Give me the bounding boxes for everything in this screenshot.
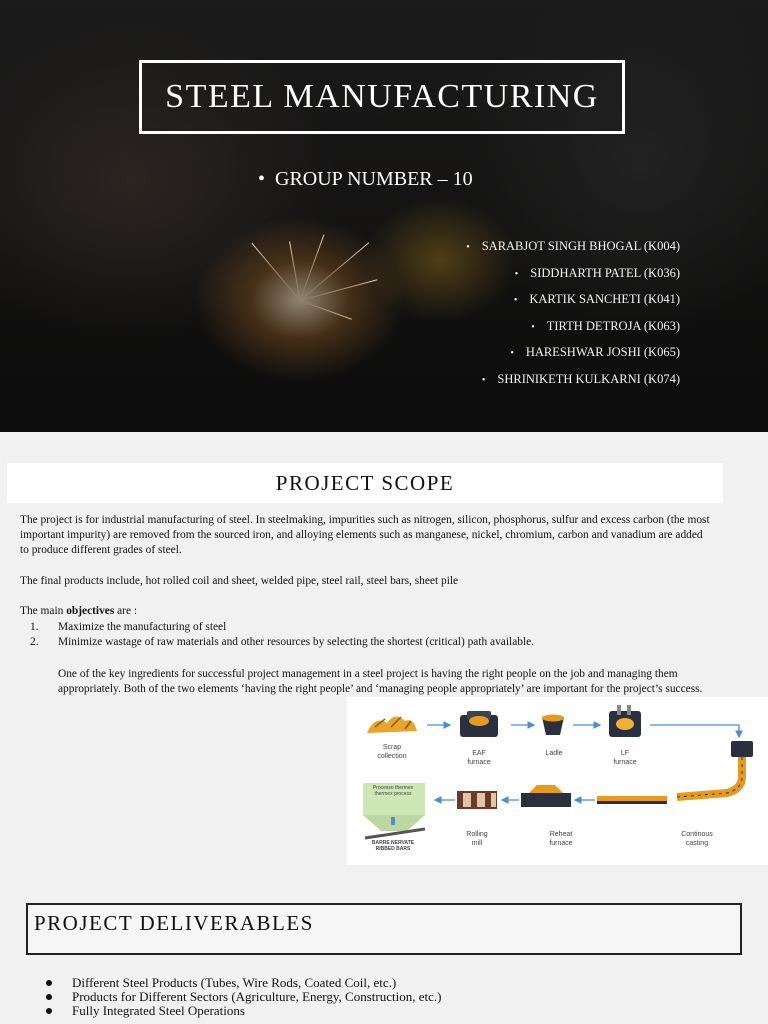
bullet-icon: • (481, 374, 486, 386)
ladle-icon (542, 715, 564, 736)
member-item (466, 340, 680, 367)
objectives-intro (20, 604, 710, 619)
objectives-bold: objectives (66, 605, 115, 617)
group-number (258, 168, 473, 191)
continuous-casting-icon (677, 741, 753, 797)
title-frame (139, 60, 625, 134)
spark-effect (289, 241, 300, 300)
member-list (466, 234, 680, 393)
scrap-label: Scrap (382, 744, 402, 751)
thermex-label: Processo thermex (372, 785, 414, 791)
member-name: KARTIK SANCHETI (K041) (529, 292, 680, 306)
reheat-furnace-icon (521, 785, 571, 807)
list-item (46, 1004, 441, 1018)
member-name: SHRINIKETH KULKARNI (K074) (497, 371, 680, 386)
rolling-mill-icon (457, 791, 497, 809)
thermex-label: thermex process (374, 791, 412, 797)
scope-title: PROJECT SCOPE (275, 470, 455, 495)
bullet-icon: • (513, 295, 518, 306)
scrap-label: collection (377, 753, 407, 760)
group-number-text: GROUP NUMBER – 10 (275, 168, 473, 190)
rolling-label: Rolling (466, 831, 488, 838)
member-item (466, 367, 680, 394)
objectives-prefix: The main (20, 605, 67, 617)
deliverables-header (26, 903, 742, 955)
lf-label: LF (620, 750, 630, 757)
bullet-icon: • (510, 348, 514, 359)
list-item (46, 990, 441, 1004)
member-name: TIRTH DETROJA (K063) (546, 318, 680, 333)
list-item (30, 635, 534, 650)
reheat-label: furnace (549, 840, 573, 847)
eaf-label: EAF (472, 750, 486, 757)
rolling-label: mill (471, 840, 483, 847)
member-name: HARESHWAR JOSHI (K065) (525, 345, 680, 359)
reheat-label: Reheat (549, 831, 573, 838)
eaf-label: furnace (467, 759, 491, 766)
lf-furnace-icon (609, 705, 641, 737)
member-name: SARABJOT SINGH BHOGAL (K004) (481, 239, 680, 253)
ladle-label: Ladle (545, 750, 563, 757)
title-slide (0, 0, 768, 432)
slide-title: STEEL MANUFACTURING (165, 78, 599, 115)
lf-label: furnace (613, 759, 637, 766)
list-text: Different Steel Products (Tubes, Wire Rods, Coated Coil, etc.) (72, 975, 397, 990)
member-item (466, 314, 680, 341)
bullet-icon: • (258, 168, 266, 190)
list-item (30, 620, 534, 635)
member-item (466, 287, 680, 314)
management-paragraph: One of the key ingredients for successful project management in a steel project is having the right people on the job and managing them appropriately. Both of the two elements ‘having the right people’ and ‘managing people appropriately’ are important for the project’s success. (58, 668, 703, 695)
member-name: SIDDHARTH PATEL (K036) (530, 265, 680, 280)
list-text: Minimize wastage of raw materials and other resources by selecting the shortest (critical) path available. (58, 636, 535, 648)
bullet-icon: • (531, 321, 535, 333)
bullet-icon (46, 994, 52, 1000)
member-item (466, 234, 680, 261)
ribbed-bars-label: RIBBED BARS (375, 846, 411, 852)
list-text: Products for Different Sectors (Agriculture, Energy, Construction, etc.) (72, 989, 442, 1004)
scope-header (7, 463, 723, 503)
bullet-icon: • (466, 242, 470, 253)
scope-paragraph: The project is for industrial manufacturing of steel. In steelmaking, impurities such as nitrogen, silicon, phosphorus, sulfur and excess carbon (the most important impurity) are removed from the sourced iron, and alloying elements such as manganese, nickel, chromium, carbon and vanadium are added to produce different grades of steel. (20, 514, 710, 556)
casting-label: casting (685, 840, 709, 847)
list-number: 2. (30, 636, 39, 648)
list-text: Fully Integrated Steel Operations (72, 1003, 245, 1018)
objectives-suffix: are : (114, 605, 138, 617)
billet-rail (597, 801, 667, 804)
list-text: Maximize the manufacturing of steel (58, 621, 227, 633)
products-paragraph: The final products include, hot rolled coil and sheet, welded pipe, steel rail, steel bars, sheet pile (20, 575, 459, 587)
deliverables-title: PROJECT DELIVERABLES (34, 911, 314, 935)
bullet-icon (46, 1008, 52, 1014)
eaf-furnace-icon (460, 711, 498, 737)
bullet-icon: • (514, 268, 519, 280)
bullet-icon (46, 980, 52, 986)
list-number: 1. (30, 621, 39, 633)
spark-effect (251, 243, 300, 301)
process-diagram (347, 697, 768, 865)
deliverables-list (46, 976, 441, 1018)
spark-effect (300, 300, 352, 320)
list-item (46, 976, 441, 990)
process-flow-svg (347, 697, 768, 865)
objectives-list (30, 620, 534, 650)
flow-arrow (650, 725, 739, 737)
scrap-icon (367, 716, 417, 733)
member-item (466, 261, 680, 288)
ribbed-bars-label: BARRE NERVATE (371, 840, 415, 846)
casting-label: Continous (681, 831, 713, 838)
